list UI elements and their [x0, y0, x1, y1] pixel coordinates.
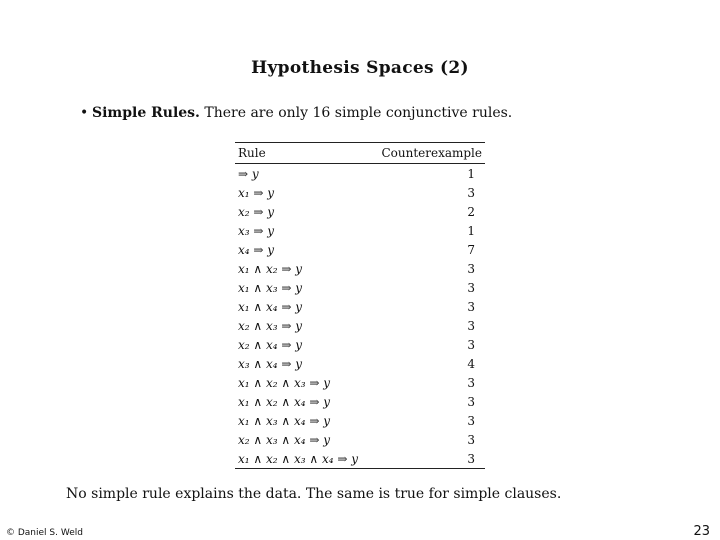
counterexample-cell: 1 [467, 223, 476, 238]
counterexample-cell: 3 [467, 280, 476, 295]
rules-table [235, 142, 485, 469]
counterexample-cell: 2 [467, 204, 476, 219]
rule-cell: x₁ ∧ x₃ ∧ x₄ ⇒ y [238, 413, 331, 428]
table-row [235, 430, 485, 449]
counterexample-cell: 3 [467, 432, 476, 447]
bullet-item [80, 105, 512, 121]
bullet-dot: • [80, 105, 89, 121]
rule-cell: x₁ ∧ x₂ ⇒ y [238, 261, 303, 276]
table-row [235, 202, 485, 221]
table-header-row [235, 143, 485, 164]
rule-cell: x₁ ⇒ y [238, 185, 275, 200]
rule-cell: x₂ ⇒ y [238, 204, 275, 219]
rule-cell: x₃ ∧ x₄ ⇒ y [238, 356, 303, 371]
table-row [235, 278, 485, 297]
rule-cell: x₂ ∧ x₃ ∧ x₄ ⇒ y [238, 432, 331, 447]
counterexample-cell: 3 [467, 318, 476, 333]
counterexample-cell: 3 [467, 261, 476, 276]
conclusion-text: No simple rule explains the data. The same is true for simple clauses. [66, 486, 562, 502]
slide-title: Hypothesis Spaces (2) [251, 58, 469, 78]
counterexample-cell: 1 [467, 166, 476, 181]
table-row [235, 183, 485, 202]
table-row [235, 411, 485, 430]
bullet-text: There are only 16 simple conjunctive rules. [199, 105, 513, 121]
page-number: 23 [693, 524, 710, 539]
rule-cell: x₃ ⇒ y [238, 223, 275, 238]
table-row [235, 373, 485, 392]
counterexample-cell: 7 [467, 242, 476, 257]
table-row [235, 449, 485, 469]
counterexample-cell: 3 [467, 413, 476, 428]
header-rule: Rule [238, 146, 266, 160]
header-counterexample: Counterexample [381, 146, 482, 160]
rule-cell: x₁ ∧ x₄ ⇒ y [238, 299, 303, 314]
counterexample-cell: 3 [467, 451, 476, 466]
table-row [235, 221, 485, 240]
counterexample-cell: 3 [467, 394, 476, 409]
rule-cell: x₄ ⇒ y [238, 242, 275, 257]
table-row [235, 392, 485, 411]
table-row [235, 164, 485, 184]
table-row [235, 297, 485, 316]
counterexample-cell: 3 [467, 299, 476, 314]
rule-cell: ⇒ y [238, 166, 259, 181]
bullet-lead: Simple Rules. [92, 105, 200, 121]
footer-copyright: © Daniel S. Weld [6, 528, 83, 538]
rule-cell: x₂ ∧ x₃ ⇒ y [238, 318, 303, 333]
counterexample-cell: 3 [467, 375, 476, 390]
counterexample-cell: 3 [467, 337, 476, 352]
rule-cell: x₁ ∧ x₂ ∧ x₃ ⇒ y [238, 375, 331, 390]
counterexample-cell: 4 [467, 356, 476, 371]
rules-table-container [235, 142, 485, 469]
table-row [235, 354, 485, 373]
rules-table-body [235, 164, 485, 469]
rule-cell: x₁ ∧ x₂ ∧ x₃ ∧ x₄ ⇒ y [238, 451, 359, 466]
table-row [235, 259, 485, 278]
rule-cell: x₁ ∧ x₂ ∧ x₄ ⇒ y [238, 394, 331, 409]
rule-cell: x₂ ∧ x₄ ⇒ y [238, 337, 303, 352]
table-row [235, 316, 485, 335]
table-row [235, 335, 485, 354]
rule-cell: x₁ ∧ x₃ ⇒ y [238, 280, 303, 295]
counterexample-cell: 3 [467, 185, 476, 200]
table-row [235, 240, 485, 259]
